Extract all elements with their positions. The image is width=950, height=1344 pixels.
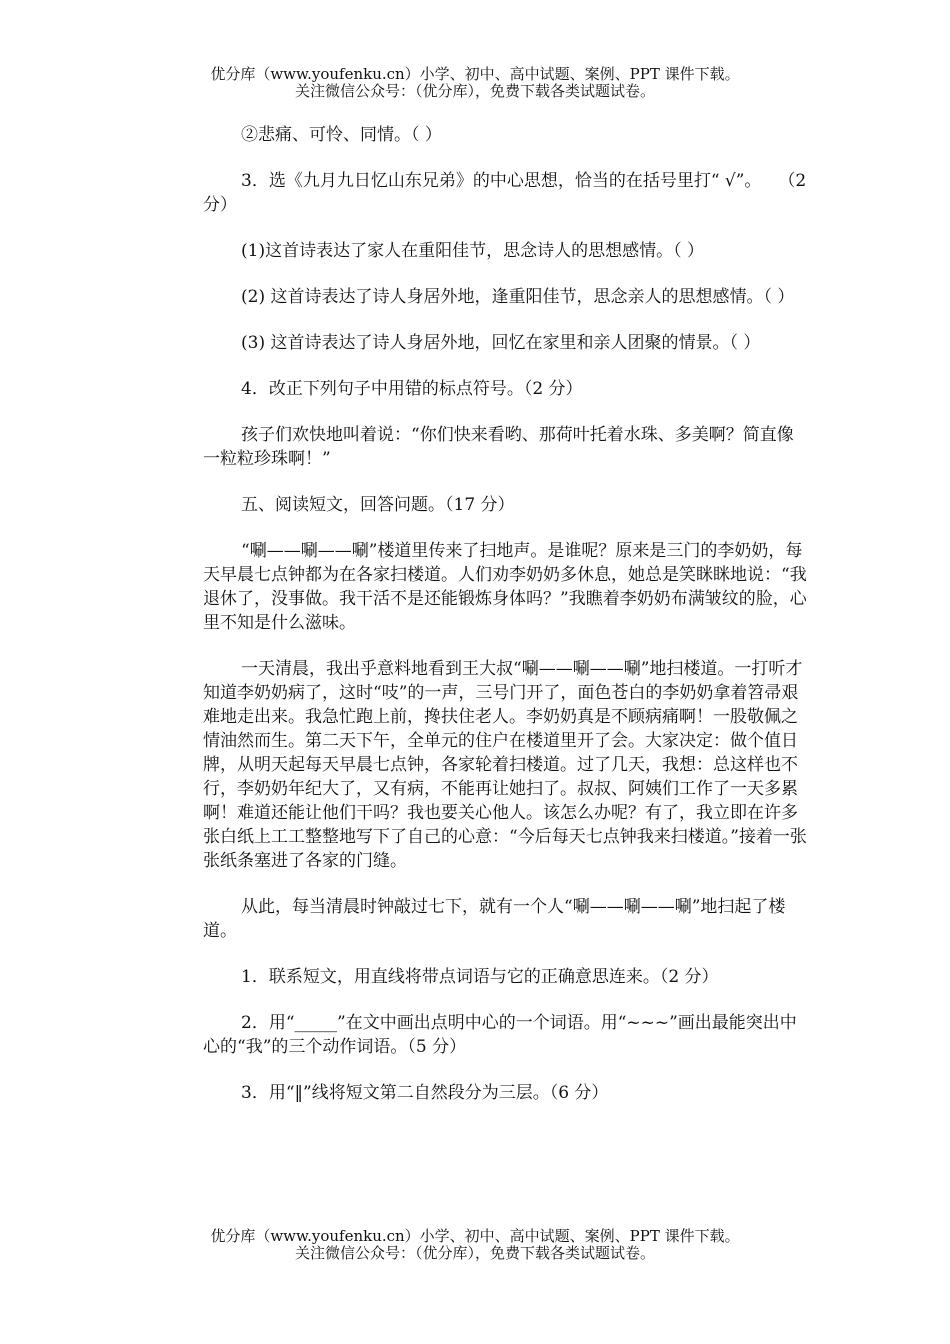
page-footer — [0, 1228, 950, 1262]
question-4: 4．改正下列句子中用错的标点符号。（2 分） — [241, 379, 583, 399]
header-line-2: 关注微信公众号：（优分库），免费下载各类试题试卷。 — [294, 82, 655, 100]
document-body — [203, 123, 807, 1127]
question-3-choice-2: (2) 这首诗表达了诗人身居外地，逢重阳佳节，思念亲人的思想感情。（ ） — [241, 287, 795, 307]
passage-paragraph-1: “唰——唰——唰”楼道里传来了扫地声。是谁呢？原来是三门的李奶奶，每天早晨七点钟都为在各家扫楼道。人们劝李奶奶多休息，她总是笑眯眯地说：“我退休了，没事做。我干活不是还能锻炼身体吗？”我瞧着李奶奶布满皱纹的脸，心里不知是什么滋味。 — [203, 541, 807, 633]
question-4-sentence: 孩子们欢快地叫着说：“你们快来看哟、那荷叶托着水珠、多美啊？简直像一粒粒珍珠啊！” — [203, 425, 794, 469]
footer-line-1: 优分库（www.youfenku.cn）小学、初中、高中试题、案例、PPT 课件下载。 — [210, 1227, 740, 1245]
passage-paragraph-3: 从此，每当清晨时钟敲过七下，就有一个人“唰——唰——唰”地扫起了楼道。 — [203, 897, 786, 941]
question-3-choice-1: (1)这首诗表达了家人在重阳佳节，思念诗人的思想感情。（ ） — [241, 241, 704, 261]
reading-question-2: 2．用“_____”在文中画出点明中心的一个词语。用“~~~”画出最能突出中心的“我”的三个动作词语。（5 分） — [203, 1013, 797, 1057]
question-3-choice-3: (3) 这首诗表达了诗人身居外地，回忆在家里和亲人团聚的情景。（ ） — [241, 333, 761, 353]
reading-question-1: 1．联系短文，用直线将带点词语与它的正确意思连来。（2 分） — [241, 967, 719, 987]
header-line-1: 优分库（www.youfenku.cn）小学、初中、高中试题、案例、PPT 课件下载。 — [210, 65, 740, 83]
question-3: 3．选《九月九日忆山东兄弟》的中心思想，恰当的在括号里打“ √”。 （2 分） — [203, 171, 807, 215]
footer-line-2: 关注微信公众号：（优分库），免费下载各类试题试卷。 — [294, 1244, 655, 1262]
passage-paragraph-2: 一天清晨，我出乎意料地看到王大叔“唰——唰——唰”地扫楼道。一打听才知道李奶奶病了，这时“吱”的一声，三号门开了，面色苍白的李奶奶拿着笤帚艰难地走出来。我急忙跑上前，搀扶住老人。李奶奶真是不顾病痛啊！一股敬佩之情油然而生。第二天下午，全单元的住户在楼道里开了会。大家决定：做个值日牌，从明天起每天早晨七点钟，各家轮着扫楼道。过了几天，我想：总这样也不行，李奶奶年纪大了，又有病，不能再让她扫了。叔叔、阿姨们工作了一天多累啊！难道还能让他们干吗？我也要关心他人。该怎么办呢？有了，我立即在许多张白纸上工工整整地写下了自己的心意：“今后每天七点钟我来扫楼道。”接着一张张纸条塞进了各家的门缝。 — [203, 659, 807, 871]
page-header — [0, 66, 950, 100]
reading-question-3: 3．用“‖”线将短文第二自然段分为三层。（6 分） — [241, 1083, 609, 1103]
option-2: ②悲痛、可怜、同情。（ ） — [241, 125, 442, 145]
section-5-heading: 五、阅读短文，回答问题。（17 分） — [241, 495, 515, 515]
